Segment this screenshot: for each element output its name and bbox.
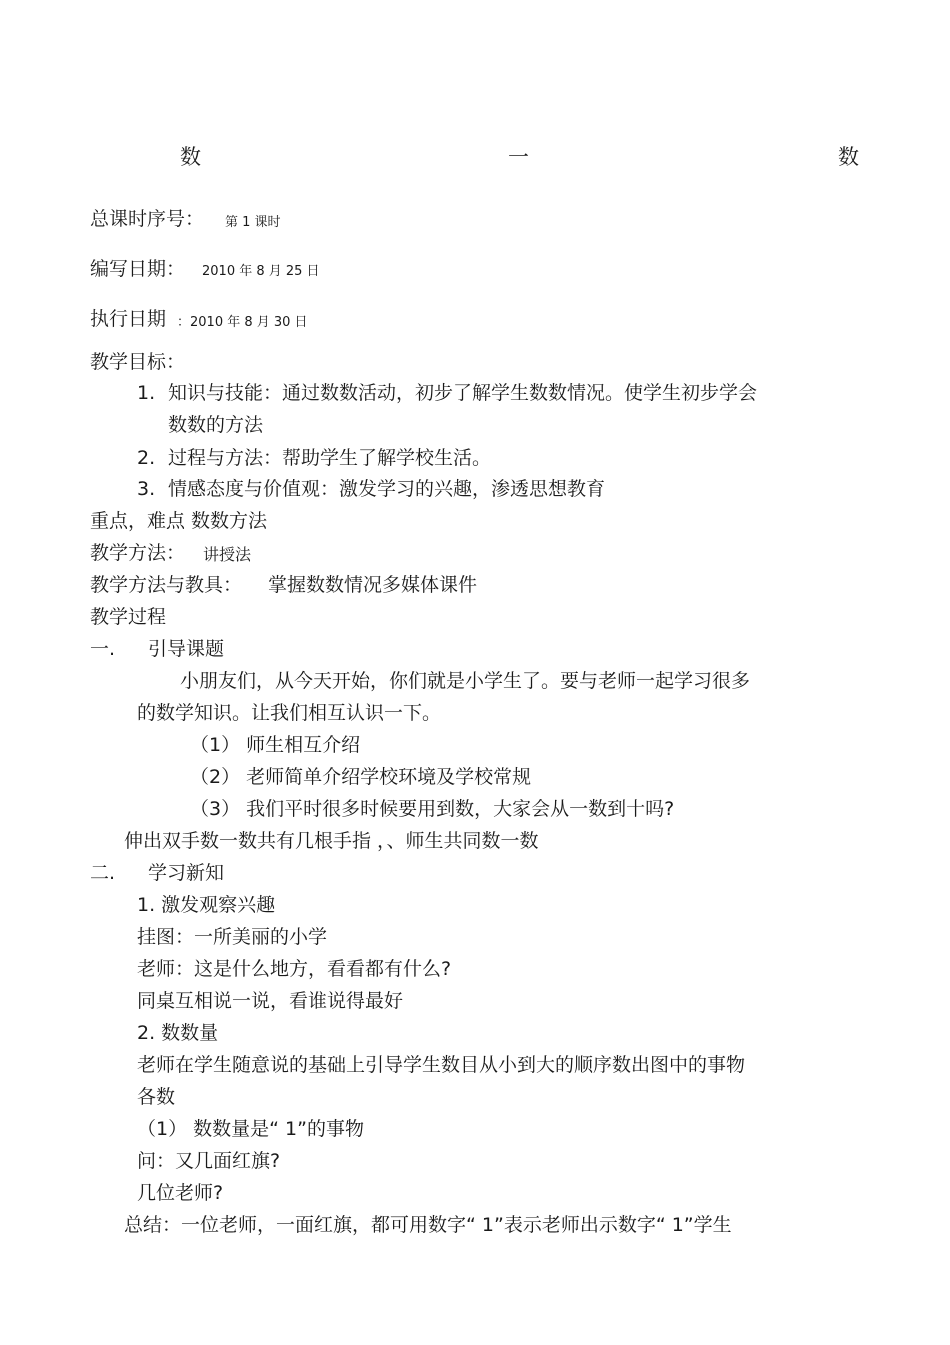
tools-value: 掌握数数情况多媒体课件 [268, 574, 478, 596]
section-2-item-2: 2. 数数量 [137, 1022, 219, 1044]
title-char-2: 一 [508, 145, 529, 169]
objective-1-number: 1. [137, 382, 156, 404]
written-date-value: 2010 年 8 月 25 日 [202, 264, 320, 279]
section-1-sub-2: （2） 老师简单介绍学校环境及学校常规 [190, 766, 532, 788]
section-1-sub-3: （3） 我们平时很多时候要用到数，大家会从一数到十吗? [190, 798, 675, 820]
tools-label: 教学方法与教具： [90, 574, 243, 596]
section-2-number: 二. [90, 862, 116, 884]
section-1-paragraph-2: 伸出双手数一数共有几根手指 ，、师生共同数一数 [124, 830, 539, 852]
objective-3-text: 情感态度与价值观：激发学习的兴趣，渗透思想教育 [168, 478, 606, 500]
written-date-label: 编写日期： [90, 258, 186, 280]
section-1-sub-1: （1） 师生相互介绍 [190, 734, 361, 756]
section-2-line-4: 老师在学生随意说的基础上引导学生数目从小到大的顺序数出图中的事物 [137, 1054, 746, 1076]
section-2-heading: 学习新知 [148, 862, 225, 884]
method-label: 教学方法： [90, 542, 186, 564]
process-heading: 教学过程 [90, 606, 167, 628]
objective-3-number: 3. [137, 478, 156, 500]
objective-2-number: 2. [137, 447, 156, 469]
period-value: 第 1 课时 [225, 215, 281, 230]
objective-1-text-cont: 数数的方法 [168, 414, 264, 436]
section-2-line-7: 问：又几面红旗? [137, 1150, 281, 1172]
section-2-line-1: 挂图：一所美丽的小学 [137, 926, 328, 948]
objectives-heading: 教学目标： [90, 351, 186, 373]
section-1-number: 一. [90, 638, 116, 660]
section-2-line-3: 同桌互相说一说，看谁说得最好 [137, 990, 404, 1012]
objective-1-text: 知识与技能：通过数数活动，初步了解学生数数情况。使学生初步学会 [168, 382, 758, 404]
section-2-line-5: 各数 [137, 1086, 176, 1108]
title-char-3: 数 [838, 145, 859, 169]
section-2-line-6: （1） 数数量是“ 1”的事物 [137, 1118, 364, 1140]
executed-date-value: ：2010 年 8 月 30 日 [177, 315, 308, 330]
section-2-line-8: 几位老师? [137, 1182, 224, 1204]
title-char-1: 数 [180, 145, 201, 169]
objective-2-text: 过程与方法：帮助学生了解学校生活。 [168, 447, 492, 469]
section-2-line-2: 老师：这是什么地方，看看都有什么? [137, 958, 452, 980]
section-2-item-1: 1. 激发观察兴趣 [137, 894, 276, 916]
section-1-heading: 引导课题 [148, 638, 225, 660]
section-2-line-9: 总结：一位老师，一面红旗，都可用数字“ 1”表示老师出示数字“ 1”学生 [124, 1214, 732, 1236]
section-1-paragraph-cont: 的数学知识。让我们相互认识一下。 [137, 702, 442, 724]
method-value: 讲授法 [203, 545, 252, 564]
key-points: 重点，难点 数数方法 [90, 510, 268, 532]
period-label: 总课时序号： [90, 208, 205, 230]
executed-date-label: 执行日期 [90, 308, 167, 330]
section-1-paragraph: 小朋友们，从今天开始，你们就是小学生了。要与老师一起学习很多 [180, 670, 751, 692]
